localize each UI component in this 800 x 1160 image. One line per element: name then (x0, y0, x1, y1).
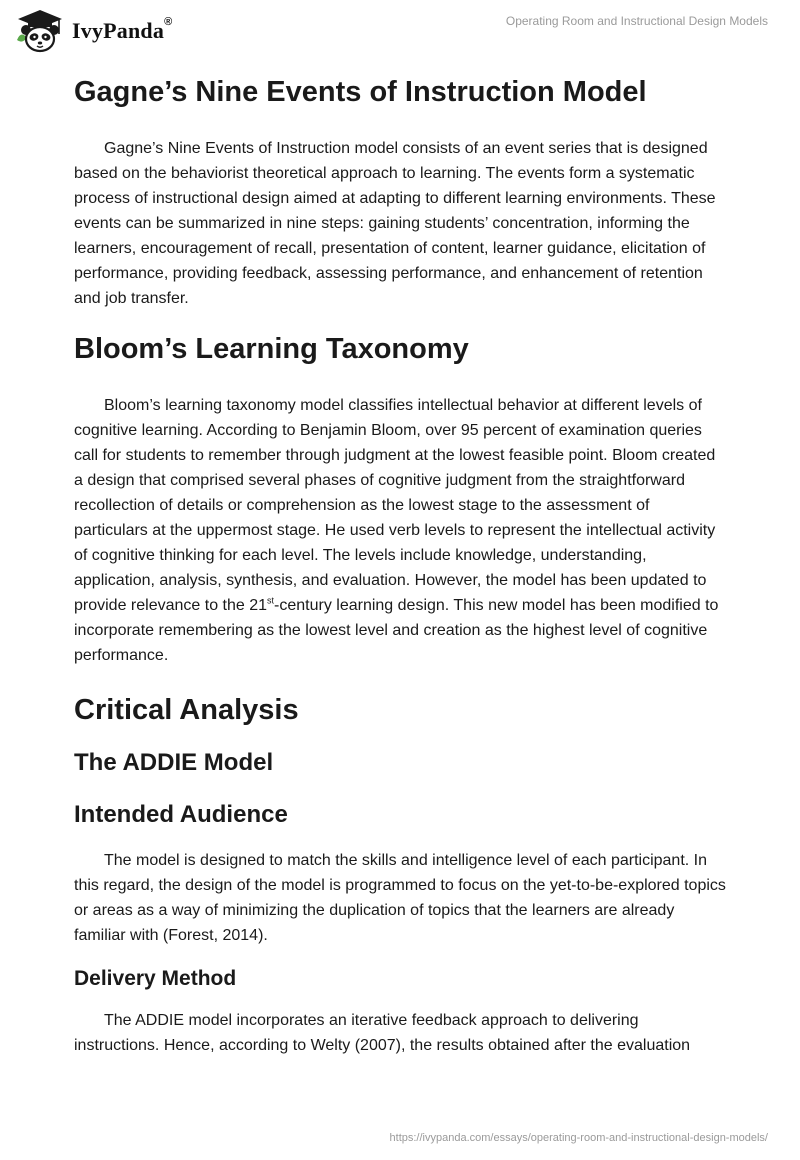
registered-mark: ® (164, 16, 173, 28)
paragraph-delivery-method: The ADDIE model incorporates an iterative feedback approach to delivering instructions. Hence, according to Welty (2007), the results obtained after the evaluation (74, 1012, 691, 1054)
page-header (0, 0, 800, 60)
heading-addie-model: The ADDIE Model (74, 749, 274, 776)
essay-content (74, 70, 726, 1058)
heading-intended-audience: Intended Audience (74, 801, 288, 828)
heading-critical-analysis: Critical Analysis (74, 694, 299, 726)
superscript-st: st (267, 595, 275, 606)
ivypanda-logo[interactable] (14, 8, 172, 54)
heading-bloom: Bloom’s Learning Taxonomy (74, 333, 469, 365)
heading-gagne: Gagne’s Nine Events of Instruction Model (74, 76, 647, 108)
brand-name: IvyPanda® (72, 16, 173, 43)
source-url[interactable]: https://ivypanda.com/essays/operating-room-and-instructional-design-models/ (389, 1132, 768, 1144)
paragraph-gagne: Gagne’s Nine Events of Instruction model consists of an event series that is designed based on the behaviorist theoretical approach to learning. The events form a systematic process of instructional design aimed at adapting to different learning environments. These events can be summarized in nine steps: gaining students’ concentration, informing the learners, encouragement of recall, presentation of content, learner guidance, elicitation of performance, providing feedback, assessing performance, and enhancement of retention and job transfer. (74, 140, 716, 307)
paragraph-intended-audience: The model is designed to match the skills and intelligence level of each participant. In this regard, the design of the model is programmed to focus on the yet-to-be-explored topics or areas as a way of minimizing the duplication of topics that the learners are already familiar with (Forest, 2014). (74, 852, 726, 944)
panda-graduation-cap-icon (14, 8, 66, 54)
paragraph-bloom: Bloom’s learning taxonomy model classifies intellectual behavior at different levels of cognitive learning. According to Benjamin Bloom, over 95 percent of examination queries call for students to remember through judgment at the lowest feasible point. Bloom created a design that comprised several phases of cognitive judgment from the straightforward recollection of details or comprehension as the lowest stage to the assessment of particulars at the uppermost stage. He used verb levels to represent the intellectual activity of cognitive thinking for each level. The levels include knowledge, understanding, application, analysis, synthesis, and evaluation. However, the model has been updated to provide relevance to the 21st-century learning design. This new model has been modified to incorporate remembering as the lowest level and creation as the highest level of cognitive performance. (74, 397, 719, 664)
heading-delivery-method: Delivery Method (74, 967, 237, 990)
document-title: Operating Room and Instructional Design Models (505, 14, 768, 28)
